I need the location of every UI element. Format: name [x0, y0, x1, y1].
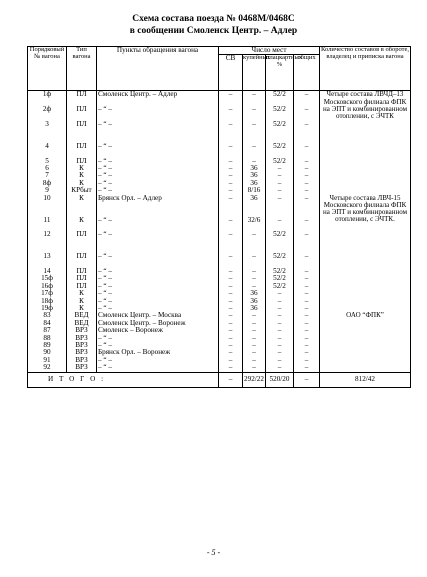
car-route: – “ –: [97, 165, 219, 172]
sv-places: –: [219, 327, 243, 334]
car-type: К: [67, 305, 97, 312]
header-platz: плацкартных %: [266, 55, 294, 91]
car-number: 90: [28, 349, 67, 356]
common-places: [294, 239, 320, 246]
car-number: 9: [28, 187, 67, 194]
sv-places: –: [219, 320, 243, 327]
coupe-places: 32/6: [243, 217, 266, 224]
car-number: 1ф: [28, 91, 67, 99]
owner-note-empty: [320, 158, 411, 165]
header-places-group: Число мест: [219, 47, 320, 55]
sv-places: [219, 202, 243, 209]
car-type: ПЛ: [67, 91, 97, 99]
coupe-places: –: [243, 342, 266, 349]
sv-places: –: [219, 121, 243, 128]
owner-note-empty: [320, 275, 411, 282]
car-number: 89: [28, 342, 67, 349]
car-type: КРбыт: [67, 187, 97, 194]
total-label: И Т О Г О :: [28, 372, 219, 387]
total-common: –: [294, 372, 320, 387]
coupe-places: –: [243, 320, 266, 327]
car-type: ПЛ: [67, 121, 97, 128]
car-number: 7: [28, 172, 67, 179]
car-route: – “ –: [97, 231, 219, 238]
platz-places: –: [266, 290, 294, 297]
sv-places: –: [219, 165, 243, 172]
header-sv: СВ: [219, 55, 243, 91]
platz-places: –: [266, 335, 294, 342]
car-type: ВРЗ: [67, 335, 97, 342]
car-type: [67, 202, 97, 209]
car-type: [67, 128, 97, 135]
sv-places: –: [219, 217, 243, 224]
header-coupe: купейных: [243, 55, 266, 91]
total-quantity: 812/42: [320, 372, 411, 387]
car-type: К: [67, 172, 97, 179]
coupe-places: –: [243, 364, 266, 372]
sv-places: –: [219, 231, 243, 238]
coupe-places: 8/16: [243, 187, 266, 194]
common-places: –: [294, 275, 320, 282]
common-places: –: [294, 187, 320, 194]
car-number: 19ф: [28, 305, 67, 312]
table-row: [28, 195, 411, 202]
document-subtitle: в сообщении Смоленск Центр. – Адлер: [129, 26, 298, 36]
sv-places: –: [219, 312, 243, 319]
table-row: [28, 91, 411, 99]
coupe-places: –: [243, 253, 266, 260]
coupe-places: –: [243, 349, 266, 356]
platz-places: –: [266, 217, 294, 224]
common-places: –: [294, 91, 320, 99]
common-places: –: [294, 290, 320, 297]
coupe-places: 36: [243, 165, 266, 172]
sv-places: –: [219, 305, 243, 312]
car-type: К: [67, 165, 97, 172]
platz-places: –: [266, 349, 294, 356]
car-number: 4: [28, 143, 67, 150]
car-route: [97, 150, 219, 157]
car-number: [28, 128, 67, 135]
car-number: 14: [28, 268, 67, 275]
document-title: Схема состава поезда № 0468М/0468С: [132, 14, 295, 24]
coupe-places: –: [243, 268, 266, 275]
common-places: [294, 128, 320, 135]
car-route: [97, 209, 219, 216]
car-route: – “ –: [97, 158, 219, 165]
common-places: –: [294, 165, 320, 172]
owner-note-empty: [320, 283, 411, 290]
car-route: – “ –: [97, 298, 219, 305]
coupe-places: –: [243, 231, 266, 238]
common-places: –: [294, 364, 320, 372]
car-type: К: [67, 290, 97, 297]
header-common: общих: [294, 55, 320, 91]
car-type: К: [67, 298, 97, 305]
table-row: [28, 172, 411, 179]
car-type: К: [67, 195, 97, 202]
car-route: Брянск Орл. – Адлер: [97, 195, 219, 202]
common-places: –: [294, 217, 320, 224]
car-route: – “ –: [97, 172, 219, 179]
common-places: –: [294, 268, 320, 275]
car-type: ВРЗ: [67, 349, 97, 356]
car-route: – “ –: [97, 342, 219, 349]
common-places: –: [294, 253, 320, 260]
car-number: 91: [28, 357, 67, 364]
platz-places: 52/2: [266, 91, 294, 99]
owner-note: Четыре состава ЛВЧ-15 Московского филиала ФПК на ЭПТ и комбинированном отоплении, с ЭЧТК.: [320, 195, 411, 268]
platz-places: –: [266, 305, 294, 312]
car-route: – “ –: [97, 253, 219, 260]
coupe-places: –: [243, 106, 266, 113]
sv-places: [219, 239, 243, 246]
coupe-places: –: [243, 121, 266, 128]
table-row: [28, 283, 411, 290]
platz-places: 52/2: [266, 158, 294, 165]
common-places: [294, 202, 320, 209]
header-points: Пункты обращения вагона: [97, 47, 219, 91]
car-type: ПЛ: [67, 106, 97, 113]
platz-places: –: [266, 195, 294, 202]
car-route: Брянск Орл. – Воронеж: [97, 349, 219, 356]
platz-places: –: [266, 312, 294, 319]
coupe-places: 36: [243, 305, 266, 312]
car-route: [97, 239, 219, 246]
sv-places: –: [219, 106, 243, 113]
car-number: 5: [28, 158, 67, 165]
platz-places: –: [266, 357, 294, 364]
header-type: Тип вагона: [67, 47, 97, 91]
table-row: [28, 158, 411, 165]
sv-places: –: [219, 298, 243, 305]
coupe-places: –: [243, 335, 266, 342]
coupe-places: –: [243, 275, 266, 282]
sv-places: –: [219, 349, 243, 356]
table-row: [28, 290, 411, 297]
car-type: ПЛ: [67, 275, 97, 282]
platz-places: –: [266, 187, 294, 194]
car-type: ПЛ: [67, 253, 97, 260]
car-number: 2ф: [28, 106, 67, 113]
car-route: [97, 99, 219, 106]
car-number: 18ф: [28, 298, 67, 305]
coupe-places: 36: [243, 180, 266, 187]
common-places: –: [294, 327, 320, 334]
car-number: 12: [28, 231, 67, 238]
total-coupe: 292/22: [243, 372, 266, 387]
platz-places: 52/2: [266, 143, 294, 150]
common-places: –: [294, 298, 320, 305]
car-route: – “ –: [97, 305, 219, 312]
owner-note-empty: [320, 165, 411, 172]
owner-note-empty: [320, 172, 411, 179]
sv-places: –: [219, 268, 243, 275]
coupe-places: 36: [243, 298, 266, 305]
platz-places: –: [266, 298, 294, 305]
common-places: –: [294, 283, 320, 290]
car-type: ВРЗ: [67, 357, 97, 364]
platz-places: 52/2: [266, 121, 294, 128]
table-body: [28, 91, 411, 372]
coupe-places: –: [243, 357, 266, 364]
common-places: –: [294, 195, 320, 202]
platz-places: –: [266, 364, 294, 372]
common-places: –: [294, 158, 320, 165]
car-route: – “ –: [97, 335, 219, 342]
sv-places: –: [219, 253, 243, 260]
sv-places: –: [219, 342, 243, 349]
header-order: Порядковый № вагона: [28, 47, 67, 91]
sv-places: –: [219, 364, 243, 372]
sv-places: –: [219, 158, 243, 165]
car-route: – “ –: [97, 187, 219, 194]
common-places: –: [294, 349, 320, 356]
platz-places: 52/2: [266, 106, 294, 113]
car-route: – “ –: [97, 357, 219, 364]
car-number: 84: [28, 320, 67, 327]
coupe-places: –: [243, 312, 266, 319]
platz-places: 52/2: [266, 231, 294, 238]
car-number: 11: [28, 217, 67, 224]
coupe-places: –: [243, 143, 266, 150]
platz-places: [266, 202, 294, 209]
car-route: – “ –: [97, 121, 219, 128]
platz-places: –: [266, 180, 294, 187]
sv-places: –: [219, 283, 243, 290]
common-places: –: [294, 357, 320, 364]
total-platz: 520/20: [266, 372, 294, 387]
platz-places: –: [266, 320, 294, 327]
car-route: [97, 261, 219, 268]
car-route: [97, 114, 219, 121]
car-type: ПЛ: [67, 231, 97, 238]
total-row: [28, 372, 411, 387]
sv-places: –: [219, 275, 243, 282]
owner-note-empty: [320, 180, 411, 187]
sv-places: [219, 128, 243, 135]
car-number: 13: [28, 253, 67, 260]
common-places: –: [294, 342, 320, 349]
car-type: К: [67, 217, 97, 224]
page-number: - 5 -: [206, 548, 221, 557]
coupe-places: [243, 202, 266, 209]
platz-places: –: [266, 327, 294, 334]
car-number: 92: [28, 364, 67, 372]
sv-places: –: [219, 143, 243, 150]
coupe-places: 36: [243, 172, 266, 179]
common-places: –: [294, 320, 320, 327]
coupe-places: –: [243, 283, 266, 290]
coupe-places: –: [243, 91, 266, 99]
car-number: [28, 239, 67, 246]
owner-note-empty: [320, 268, 411, 275]
table-row: [28, 298, 411, 305]
sv-places: –: [219, 91, 243, 99]
header-quantity: Количество составов в обороте, владелец и приписка вагона: [320, 47, 411, 91]
platz-places: [266, 239, 294, 246]
car-route: [97, 136, 219, 143]
car-route: – “ –: [97, 268, 219, 275]
car-type: ВРЗ: [67, 342, 97, 349]
car-type: ВРЗ: [67, 327, 97, 334]
coupe-places: –: [243, 158, 266, 165]
car-route: [97, 128, 219, 135]
car-number: [28, 202, 67, 209]
common-places: –: [294, 180, 320, 187]
car-type: ПЛ: [67, 158, 97, 165]
car-route: – “ –: [97, 217, 219, 224]
common-places: –: [294, 305, 320, 312]
car-number: 87: [28, 327, 67, 334]
common-places: –: [294, 312, 320, 319]
car-number: 17ф: [28, 290, 67, 297]
sv-places: –: [219, 172, 243, 179]
car-number: 8ф: [28, 180, 67, 187]
car-route: Смоленск Центр. – Москва: [97, 312, 219, 319]
sv-places: –: [219, 187, 243, 194]
coupe-places: [243, 128, 266, 135]
car-type: ПЛ: [67, 143, 97, 150]
car-route: – “ –: [97, 143, 219, 150]
car-route: [97, 224, 219, 231]
car-route: Смоленск Центр. – Адлер: [97, 91, 219, 99]
owner-note-empty: [320, 290, 411, 297]
sv-places: –: [219, 180, 243, 187]
car-route: – “ –: [97, 283, 219, 290]
sv-places: –: [219, 335, 243, 342]
car-type: ВЕД: [67, 320, 97, 327]
platz-places: [266, 128, 294, 135]
sv-places: –: [219, 195, 243, 202]
car-route: – “ –: [97, 364, 219, 372]
car-number: 83: [28, 312, 67, 319]
common-places: –: [294, 143, 320, 150]
coupe-places: –: [243, 327, 266, 334]
car-type: К: [67, 180, 97, 187]
car-type: ПЛ: [67, 283, 97, 290]
car-route: [97, 246, 219, 253]
car-type: [67, 239, 97, 246]
car-number: 3: [28, 121, 67, 128]
car-number: 16ф: [28, 283, 67, 290]
sv-places: –: [219, 357, 243, 364]
car-number: 15ф: [28, 275, 67, 282]
owner-note: Четыре состава ЛВЧД–13 Московского филиала ФПК на ЭПТ и комбинированном отоплении, с ЭЧТК: [320, 91, 411, 158]
car-number: 88: [28, 335, 67, 342]
car-route: Смоленск Центр. – Воронеж: [97, 320, 219, 327]
car-type: ПЛ: [67, 268, 97, 275]
total-sv: –: [219, 372, 243, 387]
platz-places: 52/2: [266, 253, 294, 260]
car-number: 6: [28, 165, 67, 172]
owner-note: ОАО “ФПК”: [320, 312, 411, 372]
platz-places: –: [266, 165, 294, 172]
table-row: [28, 165, 411, 172]
common-places: –: [294, 106, 320, 113]
car-type: ВРЗ: [67, 364, 97, 372]
coupe-places: 36: [243, 290, 266, 297]
coupe-places: [243, 239, 266, 246]
common-places: –: [294, 335, 320, 342]
coupe-places: 36: [243, 195, 266, 202]
car-route: [97, 202, 219, 209]
platz-places: –: [266, 342, 294, 349]
common-places: –: [294, 172, 320, 179]
owner-note-empty: [320, 298, 411, 305]
car-type: ВЕД: [67, 312, 97, 319]
car-route: – “ –: [97, 275, 219, 282]
platz-places: 52/2: [266, 268, 294, 275]
car-route: Смоленск – Воронеж: [97, 327, 219, 334]
platz-places: –: [266, 172, 294, 179]
car-route: – “ –: [97, 106, 219, 113]
platz-places: 52/2: [266, 283, 294, 290]
platz-places: 52/2: [266, 275, 294, 282]
sv-places: –: [219, 290, 243, 297]
train-composition-table: [27, 46, 411, 388]
car-route: – “ –: [97, 180, 219, 187]
common-places: –: [294, 231, 320, 238]
car-route: – “ –: [97, 290, 219, 297]
common-places: –: [294, 121, 320, 128]
car-number: 10: [28, 195, 67, 202]
